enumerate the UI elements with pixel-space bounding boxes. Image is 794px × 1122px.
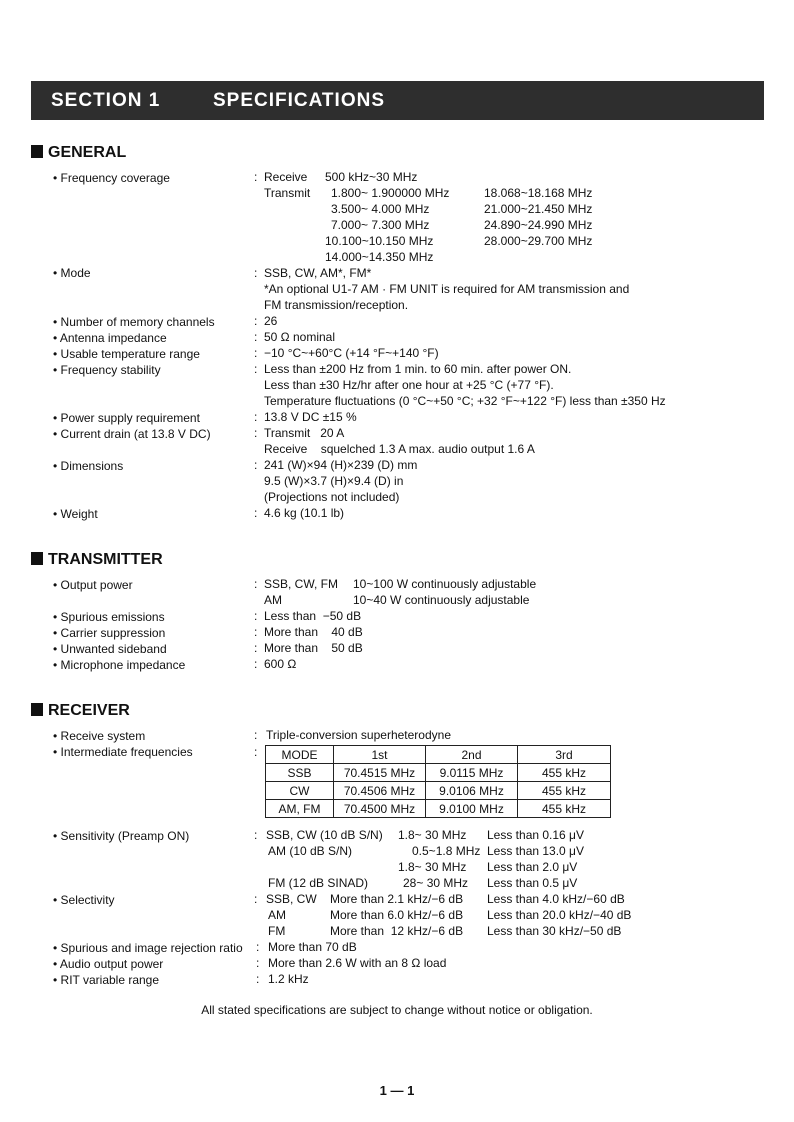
sys-label: • Receive system	[53, 729, 146, 743]
colon: :	[254, 657, 258, 671]
sel-b: Less than 20.0 kHz/−40 dB	[487, 908, 632, 922]
dim-value: (Projections not included)	[264, 490, 400, 504]
receive-value: 500 kHz~30 MHz	[325, 170, 418, 184]
general-heading: GENERAL	[31, 144, 126, 162]
rit-label: • RIT variable range	[53, 973, 160, 987]
table-cell: 70.4500 MHz	[334, 800, 426, 818]
sel-a: More than 12 kHz/−6 dB	[330, 924, 464, 938]
out-mode: SSB, CW, FM	[264, 577, 339, 591]
dim-label: • Dimensions	[53, 459, 124, 473]
sens-value: Less than 0.5 μV	[487, 876, 578, 890]
table-cell: 70.4515 MHz	[334, 764, 426, 782]
tx-range: 14.000~14.350 MHz	[325, 250, 434, 264]
mode-value: SSB, CW, AM*, FM*	[264, 266, 372, 280]
temp-value: −10 °C~+60°C (+14 °F~+140 °F)	[264, 346, 439, 360]
sens-mode: FM (12 dB SINAD)	[268, 876, 369, 890]
table-header: 2nd	[426, 746, 518, 764]
table-row	[266, 764, 611, 782]
table-cell: 455 kHz	[518, 782, 611, 800]
colon: :	[254, 170, 258, 184]
stab-label: • Frequency stability	[53, 363, 161, 377]
power-label: • Power supply requirement	[53, 411, 200, 425]
colon: :	[254, 314, 258, 328]
table-cell: 9.0100 MHz	[426, 800, 518, 818]
if-label: • Intermediate frequencies	[53, 745, 193, 759]
sel-b: Less than 30 kHz/−50 dB	[487, 924, 622, 938]
temp-label: • Usable temperature range	[53, 347, 200, 361]
colon: :	[256, 956, 260, 970]
tx-range: 28.000~29.700 MHz	[484, 234, 593, 248]
mode-note: FM transmission/reception.	[264, 298, 409, 312]
out-label: • Output power	[53, 578, 133, 592]
audio-value: More than 2.6 W with an 8 Ω load	[268, 956, 447, 970]
sel-a: More than 6.0 kHz/−6 dB	[330, 908, 464, 922]
mem-label: • Number of memory channels	[53, 315, 215, 329]
colon: :	[256, 972, 260, 986]
sel-mode: AM	[268, 908, 286, 922]
sys-value: Triple-conversion superheterodyne	[266, 728, 451, 742]
out-value: 10~40 W continuously adjustable	[353, 593, 530, 607]
table-cell: 455 kHz	[518, 764, 611, 782]
table-header: MODE	[266, 746, 334, 764]
receiver-heading: RECEIVER	[31, 702, 130, 720]
table-cell: CW	[266, 782, 334, 800]
disclaimer: All stated specifications are subject to change without notice or obligation.	[201, 1003, 593, 1017]
colon: :	[254, 346, 258, 360]
table-header: 3rd	[518, 746, 611, 764]
table-cell: SSB	[266, 764, 334, 782]
tx-range: 24.890~24.990 MHz	[484, 218, 593, 232]
colon: :	[254, 745, 258, 759]
spur-value: Less than −50 dB	[264, 609, 362, 623]
sens-label: • Sensitivity (Preamp ON)	[53, 829, 190, 843]
colon: :	[254, 266, 258, 280]
table-cell: 9.0106 MHz	[426, 782, 518, 800]
carrier-label: • Carrier suppression	[53, 626, 166, 640]
mode-note: *An optional U1-7 AM · FM UNIT is required for AM transmission and	[264, 282, 630, 296]
tx-range: 7.000~ 7.300 MHz	[331, 218, 430, 232]
transmit-label: Transmit	[264, 186, 311, 200]
ant-value: 50 Ω nominal	[264, 330, 336, 344]
drain-tx: Transmit 20 A	[264, 426, 345, 440]
sel-mode: SSB, CW	[266, 892, 317, 906]
colon: :	[254, 410, 258, 424]
colon: :	[254, 641, 258, 655]
stab-value: Temperature fluctuations (0 °C~+50 °C; +32 °F~+122 °F) less than ±350 Hz	[264, 394, 666, 408]
table-header: 1st	[334, 746, 426, 764]
mem-value: 26	[264, 314, 278, 328]
unwanted-value: More than 50 dB	[264, 641, 363, 655]
table-cell: 70.4506 MHz	[334, 782, 426, 800]
colon: :	[254, 458, 258, 472]
colon: :	[254, 577, 258, 591]
weight-label: • Weight	[53, 507, 98, 521]
stab-value: Less than ±30 Hz/hr after one hour at +25 °C (+77 °F).	[264, 378, 554, 392]
colon: :	[254, 625, 258, 639]
colon: :	[254, 609, 258, 623]
colon: :	[256, 940, 260, 954]
sens-value: Less than 13.0 μV	[487, 844, 584, 858]
out-value: 10~100 W continuously adjustable	[353, 577, 537, 591]
transmitter-heading: TRANSMITTER	[31, 551, 163, 569]
spur-label: • Spurious emissions	[53, 610, 165, 624]
mic-value: 600 Ω	[264, 657, 297, 671]
table-row	[266, 800, 611, 818]
sens-range: 0.5~1.8 MHz	[412, 844, 481, 858]
tx-range: 21.000~21.450 MHz	[484, 202, 593, 216]
drain-label: • Current drain (at 13.8 V DC)	[53, 427, 211, 441]
tx-range: 10.100~10.150 MHz	[325, 234, 434, 248]
page-number: 1 — 1	[379, 1083, 415, 1098]
table-cell: 9.0115 MHz	[426, 764, 518, 782]
stab-value: Less than ±200 Hz from 1 min. to 60 min. after power ON.	[264, 362, 572, 376]
rej-value: More than 70 dB	[268, 940, 357, 954]
sens-value: Less than 0.16 μV	[487, 828, 584, 842]
sens-range: 28~ 30 MHz	[403, 876, 469, 890]
rej-label: • Spurious and image rejection ratio	[53, 941, 243, 955]
table-row	[266, 782, 611, 800]
drain-rx: Receive squelched 1.3 A max. audio output 1.6 A	[264, 442, 535, 456]
sel-a: More than 2.1 kHz/−6 dB	[330, 892, 464, 906]
sel-label: • Selectivity	[53, 893, 115, 907]
colon: :	[254, 892, 258, 906]
table-cell: 455 kHz	[518, 800, 611, 818]
audio-label: • Audio output power	[53, 957, 164, 971]
sens-mode: SSB, CW (10 dB S/N)	[266, 828, 383, 842]
dim-value: 241 (W)×94 (H)×239 (D) mm	[264, 458, 418, 472]
sens-value: Less than 2.0 μV	[487, 860, 578, 874]
tx-range: 3.500~ 4.000 MHz	[331, 202, 430, 216]
tx-range: 18.068~18.168 MHz	[484, 186, 593, 200]
colon: :	[254, 728, 258, 742]
colon: :	[254, 362, 258, 376]
sel-b: Less than 4.0 kHz/−60 dB	[487, 892, 625, 906]
sens-range: 1.8~ 30 MHz	[398, 860, 467, 874]
section-banner	[31, 81, 764, 120]
rit-value: 1.2 kHz	[268, 972, 309, 986]
sens-mode: AM (10 dB S/N)	[268, 844, 353, 858]
colon: :	[254, 330, 258, 344]
section-title: SPECIFICATIONS	[213, 90, 385, 111]
carrier-value: More than 40 dB	[264, 625, 363, 639]
section-number: SECTION 1	[51, 90, 161, 111]
ant-label: • Antenna impedance	[53, 331, 167, 345]
table-cell: AM, FM	[266, 800, 334, 818]
dim-value: 9.5 (W)×3.7 (H)×9.4 (D) in	[264, 474, 404, 488]
colon: :	[254, 828, 258, 842]
sens-range: 1.8~ 30 MHz	[398, 828, 467, 842]
mode-label: • Mode	[53, 266, 91, 280]
power-value: 13.8 V DC ±15 %	[264, 410, 357, 424]
mic-label: • Microphone impedance	[53, 658, 186, 672]
freq-label: • Frequency coverage	[53, 171, 170, 185]
tx-range: 1.800~ 1.900000 MHz	[331, 186, 450, 200]
unwanted-label: • Unwanted sideband	[53, 642, 167, 656]
out-mode: AM	[264, 593, 282, 607]
weight-value: 4.6 kg (10.1 lb)	[264, 506, 345, 520]
sel-mode: FM	[268, 924, 286, 938]
table-header-row	[266, 746, 611, 764]
colon: :	[254, 506, 258, 520]
colon: :	[254, 426, 258, 440]
receive-label: Receive	[264, 170, 308, 184]
if-table	[265, 745, 611, 818]
